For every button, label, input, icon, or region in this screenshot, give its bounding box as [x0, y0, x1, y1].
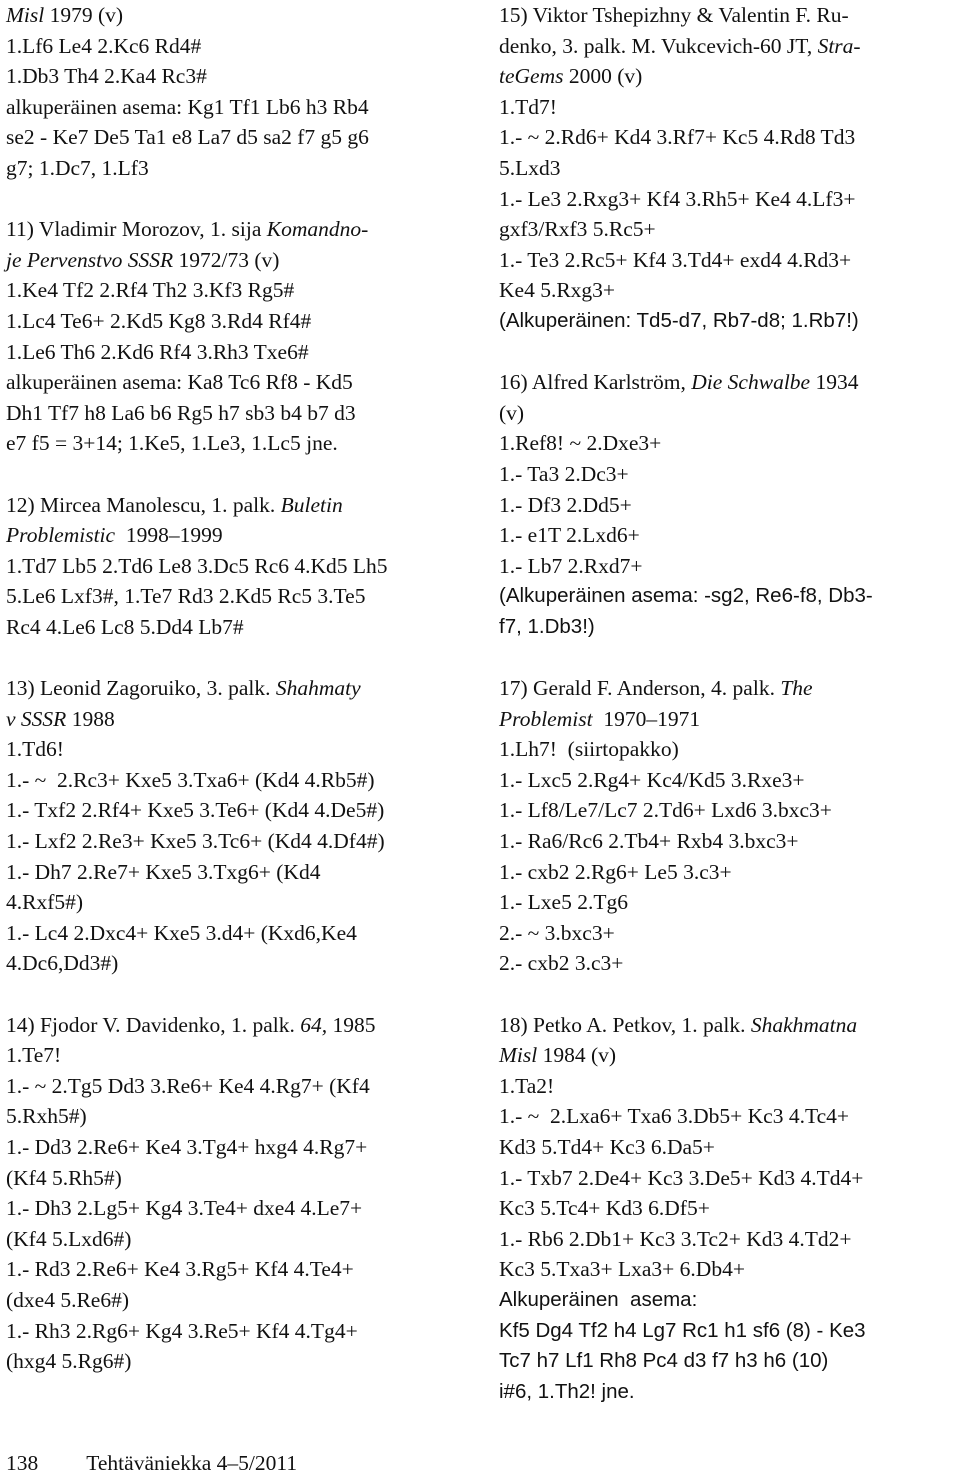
problem-heading-cont: Misl 1984 (v): [499, 1043, 617, 1068]
move-line: 1.- Lxe5 2.Tg6: [499, 890, 628, 915]
problem-heading: 11) Vladimir Morozov, 1. sija Komandno-: [6, 217, 369, 242]
problem-heading: 16) Alfred Karlström, Die Schwalbe 1934: [499, 370, 859, 395]
move-line: 1.Le6 Th6 2.Kd6 Rf4 3.Rh3 Txe6#: [6, 339, 309, 364]
move-line: 4.Dc6,Dd3#): [6, 951, 119, 976]
problem-17: [499, 673, 951, 979]
move-line: 1.Ta2!: [499, 1073, 555, 1098]
move-line: 1.- Dh3 2.Lg5+ Kg4 3.Te4+ dxe4 4.Le7+: [6, 1196, 363, 1221]
problem-heading-cont: Problemistic 1998–1999: [6, 523, 223, 548]
move-line: 1.- Le3 2.Rxg3+ Kf4 3.Rh5+ Ke4 4.Lf3+: [499, 186, 856, 211]
move-line: gxf3/Rxf3 5.Rc5+: [499, 217, 656, 242]
problem-heading: 13) Leonid Zagoruiko, 3. palk. Shahmaty: [6, 676, 361, 701]
move-line: 1.Db3 Th4 2.Ka4 Rc3#: [6, 64, 207, 89]
move-line: 1.- ~ 2.Rc3+ Kxe5 3.Txa6+ (Kd4 4.Rb5#): [6, 767, 375, 792]
problem-heading-cont: (v): [499, 400, 525, 425]
move-line: 1.- Ra6/Rc6 2.Tb4+ Rxb4 3.bxc3+: [499, 829, 799, 854]
move-line: 1.Ke4 Tf2 2.Rf4 Th2 3.Kf3 Rg5#: [6, 278, 295, 303]
move-line: 5.Rxh5#): [6, 1104, 87, 1129]
original-position-note: (Alkuperäinen asema: -sg2, Re6-f8, Db3-: [499, 584, 873, 608]
problem-14: [6, 1010, 468, 1377]
move-line: 1.- cxb2 2.Rg6+ Le5 3.c3+: [499, 859, 732, 884]
move-line: (hxg4 5.Rg6#): [6, 1349, 132, 1374]
move-line: 1.- Dh7 2.Re7+ Kxe5 3.Txg6+ (Kd4: [6, 859, 321, 884]
move-line: 1.- Lc4 2.Dxc4+ Kxe5 3.d4+ (Kxd6,Ke4: [6, 920, 357, 945]
move-line: 2.- cxb2 3.c3+: [499, 951, 624, 976]
move-line: 1.Lh7! (siirtopakko): [499, 737, 679, 762]
position-line: se2 - Ke7 De5 Ta1 e8 La7 d5 sa2 f7 g5 g6: [6, 125, 369, 150]
move-line: 1.Ref8! ~ 2.Dxe3+: [499, 431, 662, 456]
move-line: Rc4 4.Le6 Lc8 5.Dd4 Lb7#: [6, 614, 244, 639]
original-position-note: f7, 1.Db3!): [499, 614, 595, 638]
original-position-note: i#6, 1.Th2! jne.: [499, 1379, 635, 1403]
problem-11: [6, 214, 468, 459]
move-line: 1.- Rh3 2.Rg6+ Kg4 3.Re5+ Kf4 4.Tg4+: [6, 1318, 358, 1343]
move-line: 1.- ~ 2.Lxa6+ Txa6 3.Db5+ Kc3 4.Tc4+: [499, 1104, 850, 1129]
move-line: (Kf4 5.Lxd6#): [6, 1226, 132, 1251]
move-line: 1.Td7!: [499, 94, 557, 119]
problem-heading: 18) Petko A. Petkov, 1. palk. Shakhmatna: [499, 1012, 858, 1037]
source-line: Misl 1979 (v): [6, 3, 124, 27]
original-position-note: Alkuperäinen asema:: [499, 1287, 698, 1311]
move-line: 1.Lc4 Te6+ 2.Kd5 Kg8 3.Rd4 Rf4#: [6, 308, 312, 333]
position-line: alkuperäinen asema: Kg1 Tf1 Lb6 h3 Rb4: [6, 94, 369, 119]
move-line: 1.Td6!: [6, 737, 64, 762]
position-line: g7; 1.Dc7, 1.Lf3: [6, 155, 149, 180]
move-line: 1.Lf6 Le4 2.Kc6 Rd4#: [6, 33, 202, 58]
move-line: 1.- Df3 2.Dd5+: [499, 492, 632, 517]
position-line: alkuperäinen asema: Ka8 Tc6 Rf8 - Kd5: [6, 370, 353, 395]
original-position-note: Tc7 h7 Lf1 Rh8 Pc4 d3 f7 h3 h6 (10): [499, 1349, 829, 1373]
move-line: 1.- Ta3 2.Dc3+: [499, 461, 629, 486]
move-line: 1.- Dd3 2.Re6+ Ke4 3.Tg4+ hxg4 4.Rg7+: [6, 1134, 368, 1159]
page-number: 138: [6, 1451, 39, 1475]
move-line: 1.Td7 Lb5 2.Td6 Le8 3.Dc5 Rc6 4.Kd5 Lh5: [6, 553, 388, 578]
position-line: e7 f5 = 3+14; 1.Ke5, 1.Le3, 1.Lc5 jne.: [6, 431, 338, 456]
problem-16: [499, 367, 951, 642]
move-line: 1.- Lb7 2.Rxd7+: [499, 553, 643, 578]
magazine-issue: Tehtäväniekka 4–5/2011: [86, 1451, 298, 1475]
move-line: 1.- Lf8/Le7/Lc7 2.Td6+ Lxd6 3.bxc3+: [499, 798, 832, 823]
problem-heading-cont: denko, 3. palk. M. Vukcevich-60 JT, Stra-: [499, 33, 861, 58]
move-line: 1.- Rb6 2.Db1+ Kc3 3.Tc2+ Kd3 4.Td2+: [499, 1226, 852, 1251]
problem-heading-cont: je Pervenstvo SSSR 1972/73 (v): [6, 247, 280, 272]
position-line: Dh1 Tf7 h8 La6 b6 Rg5 h7 sb3 b4 b7 d3: [6, 400, 356, 425]
problem-heading-cont: Problemist 1970–1971: [499, 706, 701, 731]
original-position-note: Kf5 Dg4 Tf2 h4 Lg7 Rc1 h1 sf6 (8) - Ke3: [499, 1318, 866, 1342]
problem-heading-cont: teGems 2000 (v): [499, 64, 643, 89]
problem-heading: 15) Viktor Tshepizhny & Valentin F. Ru-: [499, 3, 849, 27]
move-line: (Kf4 5.Rh5#): [6, 1165, 122, 1190]
problem-heading: 12) Mircea Manolescu, 1. palk. Buletin: [6, 492, 343, 517]
continued-solution: [6, 0, 468, 184]
move-line: Ke4 5.Rxg3+: [499, 278, 616, 303]
move-line: 1.Te7!: [6, 1043, 62, 1068]
move-line: Kd3 5.Td4+ Kc3 6.Da5+: [499, 1134, 715, 1159]
move-line: 1.- Lxc5 2.Rg4+ Kc4/Kd5 3.Rxe3+: [499, 767, 805, 792]
original-position-note: (Alkuperäinen: Td5-d7, Rb7-d8; 1.Rb7!): [499, 308, 859, 332]
move-line: Kc3 5.Tc4+ Kd3 6.Df5+: [499, 1196, 710, 1221]
move-line: 1.- Lxf2 2.Re3+ Kxe5 3.Tc6+ (Kd4 4.Df4#): [6, 829, 385, 854]
problem-15: [499, 0, 951, 337]
move-line: 1.- ~ 2.Tg5 Dd3 3.Re6+ Ke4 4.Rg7+ (Kf4: [6, 1073, 370, 1098]
right-column: [499, 0, 951, 1407]
problem-heading-cont: v SSSR 1988: [6, 706, 115, 731]
move-line: Kc3 5.Txa3+ Lxa3+ 6.Db4+: [499, 1257, 745, 1282]
move-line: 1.- Txf2 2.Rf4+ Kxe5 3.Te6+ (Kd4 4.De5#): [6, 798, 385, 823]
move-line: 1.- Rd3 2.Re6+ Ke4 3.Rg5+ Kf4 4.Te4+: [6, 1257, 354, 1282]
problem-13: [6, 673, 468, 979]
problem-12: [6, 490, 468, 643]
left-column: [6, 0, 468, 1377]
move-line: 4.Rxf5#): [6, 890, 84, 915]
move-line: 5.Le6 Lxf3#, 1.Te7 Rd3 2.Kd5 Rc5 3.Te5: [6, 584, 366, 609]
page-footer: [6, 1450, 297, 1476]
move-line: (dxe4 5.Re6#): [6, 1287, 129, 1312]
move-line: 2.- ~ 3.bxc3+: [499, 920, 615, 945]
problem-heading: 17) Gerald F. Anderson, 4. palk. The: [499, 676, 813, 701]
problem-heading: 14) Fjodor V. Davidenko, 1. palk. 64, 1985: [6, 1012, 376, 1037]
move-line: 1.- Te3 2.Rc5+ Kf4 3.Td4+ exd4 4.Rd3+: [499, 247, 852, 272]
move-line: 1.- ~ 2.Rd6+ Kd4 3.Rf7+ Kc5 4.Rd8 Td3: [499, 125, 856, 150]
move-line: 5.Lxd3: [499, 155, 561, 180]
move-line: 1.- e1T 2.Lxd6+: [499, 523, 640, 548]
problem-18: [499, 1010, 951, 1408]
move-line: 1.- Txb7 2.De4+ Kc3 3.De5+ Kd3 4.Td4+: [499, 1165, 864, 1190]
